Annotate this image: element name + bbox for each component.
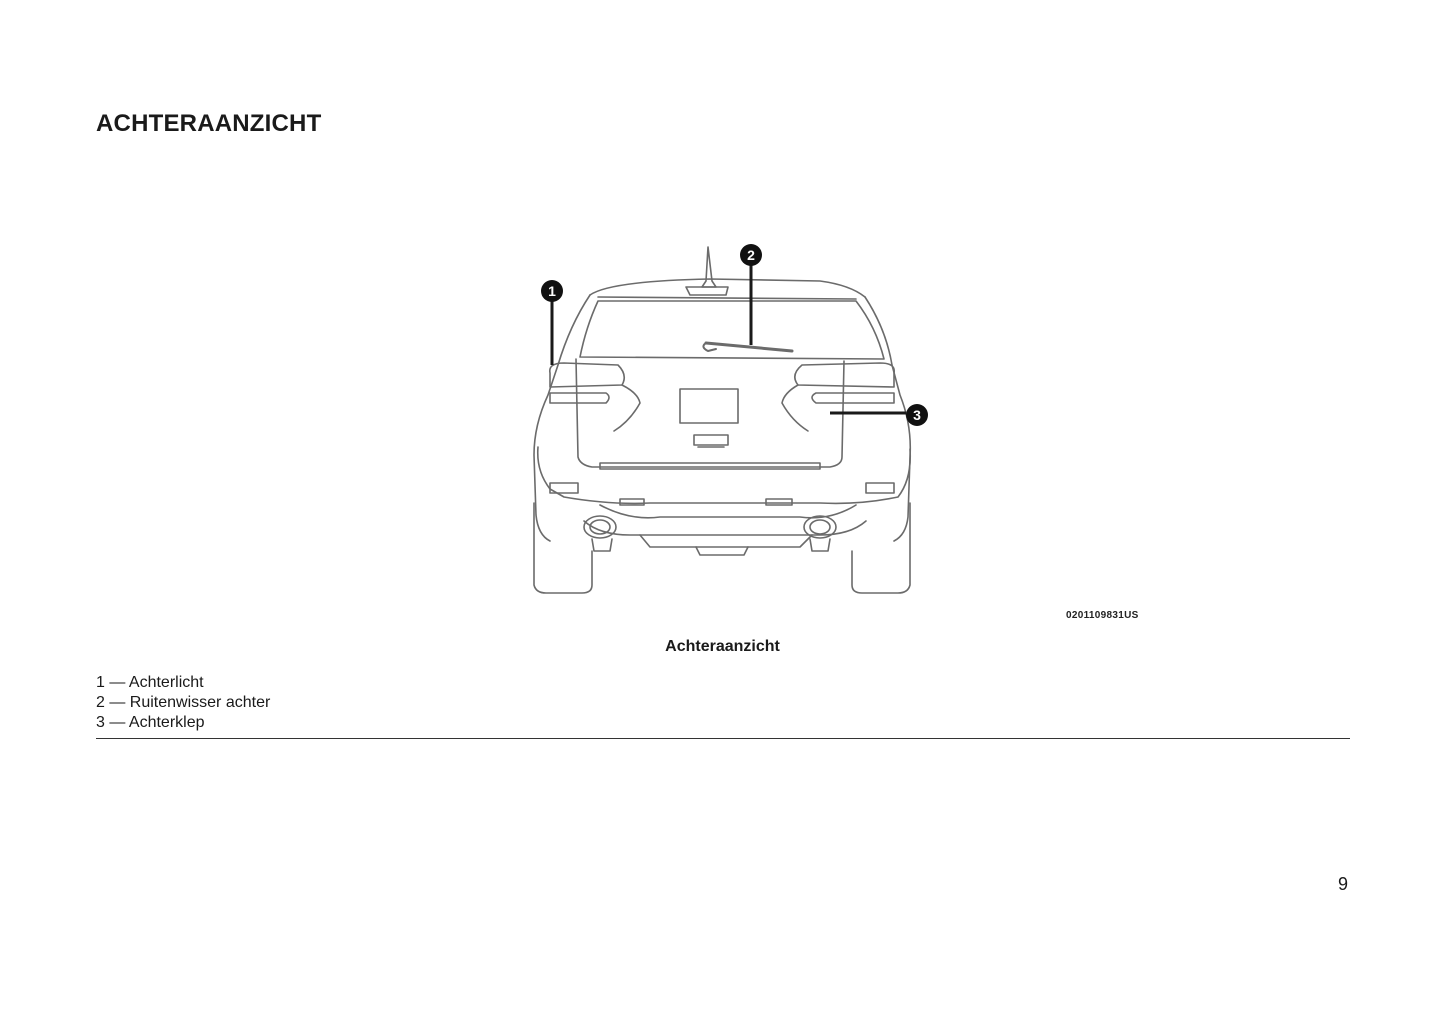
rear-view-illustration [520, 235, 950, 605]
legend-item-rear-wiper: 2 — Ruitenwisser achter [96, 694, 271, 711]
section-heading: ACHTERAANZICHT [96, 110, 322, 137]
right-tyre-shape [852, 503, 910, 593]
license-plate-shape [680, 389, 738, 423]
left-tyre-shape [534, 503, 592, 593]
left-tail-light-shape [550, 363, 624, 387]
svg-text:1: 1 [548, 283, 556, 299]
antenna-shape [702, 247, 716, 287]
page-number: 9 [1337, 874, 1348, 894]
legend-list [96, 673, 270, 733]
figure-code: 0201109831US [1066, 610, 1139, 621]
figure-caption: Achteraanzicht [665, 638, 780, 655]
svg-text:2: 2 [747, 247, 755, 263]
section-divider [96, 738, 1350, 739]
callout-2-badge [740, 244, 762, 266]
legend-item-tail-light: 1 — Achterlicht [96, 674, 204, 691]
svg-text:3: 3 [913, 407, 921, 423]
vehicle-rear-drawing [520, 235, 950, 605]
callout-1-badge [541, 280, 563, 302]
legend-item-tailgate: 3 — Achterklep [96, 714, 205, 731]
callout-3-badge [906, 404, 928, 426]
